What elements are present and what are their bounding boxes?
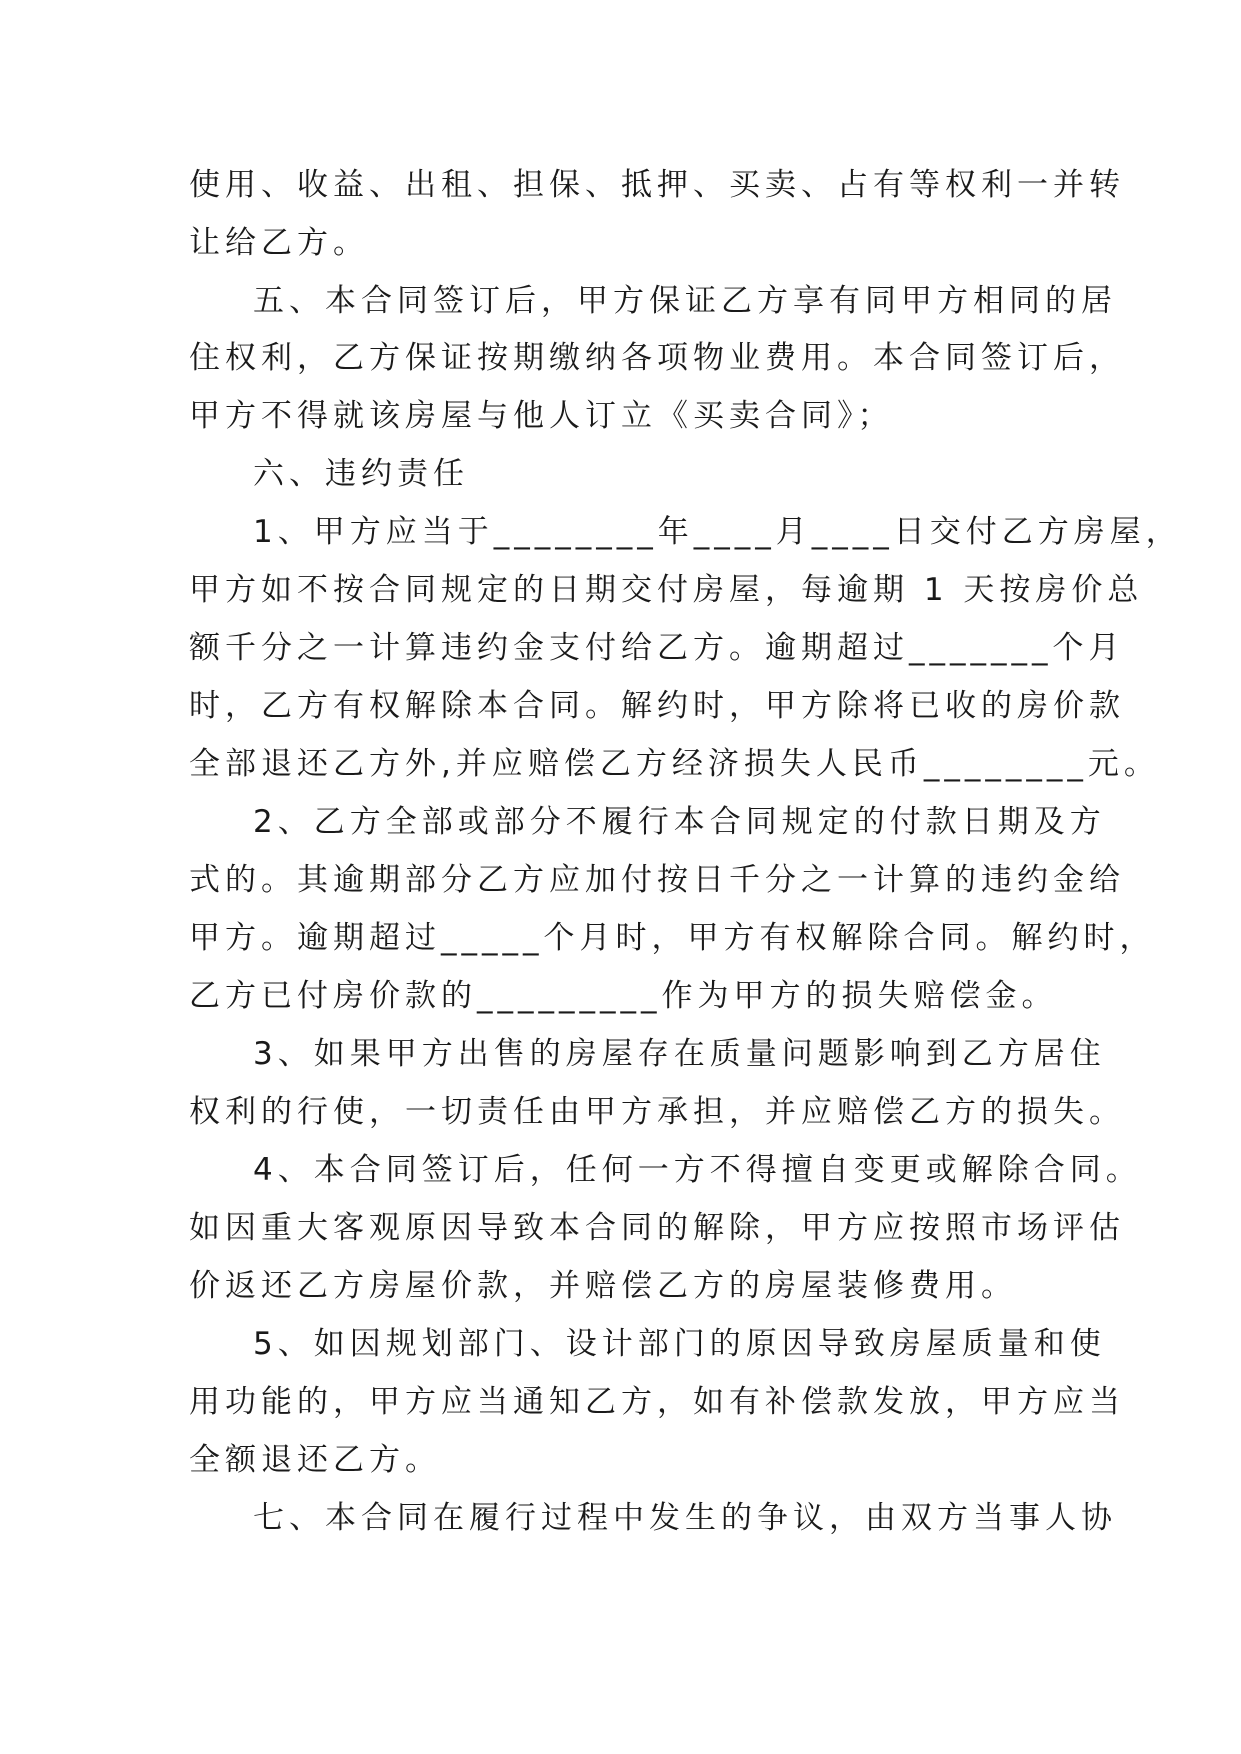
text-line: 价返还乙方房屋价款，并赔偿乙方的房屋装修费用。: [189, 1268, 1017, 1304]
text-line: 乙方已付房价款的_________作为甲方的损失赔偿金。: [189, 978, 1058, 1014]
text-line: 甲方如不按合同规定的日期交付房屋，每逾期 1 天按房价总: [189, 572, 1144, 608]
text-line: 甲方不得就该房屋与他人订立《买卖合同》；: [189, 398, 894, 434]
text-line: 甲方。逾期超过_____个月时，甲方有权解除合同。解约时，: [189, 920, 1156, 956]
text-line: 使用、收益、出租、担保、抵押、买卖、占有等权利一并转: [189, 167, 1125, 203]
text-line: 式的。其逾期部分乙方应加付按日千分之一计算的违约金给: [189, 862, 1125, 898]
clause-1-start: 1、甲方应当于________年____月____日交付乙方房屋，: [253, 514, 1182, 550]
text-line: 全部退还乙方外,并应赔偿乙方经济损失人民币________元。: [189, 746, 1160, 782]
text-line: 额千分之一计算违约金支付给乙方。逾期超过_______个月: [189, 630, 1125, 666]
section-heading-breach-liability: 六、违约责任: [253, 456, 469, 492]
text-line: 时，乙方有权解除本合同。解约时，甲方除将已收的房价款: [189, 688, 1125, 724]
clause-2-start: 2、乙方全部或部分不履行本合同规定的付款日期及方: [253, 804, 1106, 840]
paragraph-7-heading: 七、本合同在履行过程中发生的争议，由双方当事人协: [253, 1500, 1117, 1536]
text-line: 住权利，乙方保证按期缴纳各项物业费用。本合同签订后，: [189, 340, 1125, 376]
text-line: 如因重大客观原因导致本合同的解除，甲方应按照市场评估: [189, 1210, 1125, 1246]
clause-4-start: 4、本合同签订后，任何一方不得擅自变更或解除合同。: [253, 1152, 1142, 1188]
text-line: 用功能的，甲方应当通知乙方，如有补偿款发放，甲方应当: [189, 1384, 1125, 1420]
paragraph-5-heading: 五、本合同签订后，甲方保证乙方享有同甲方相同的居: [253, 283, 1117, 319]
text-line: 全额退还乙方。: [189, 1442, 441, 1478]
text-line: 权利的行使，一切责任由甲方承担，并应赔偿乙方的损失。: [189, 1094, 1125, 1130]
text-line: 让给乙方。: [189, 225, 369, 261]
clause-3-start: 3、如果甲方出售的房屋存在质量问题影响到乙方居住: [253, 1036, 1106, 1072]
clause-5-start: 5、如因规划部门、设计部门的原因导致房屋质量和使: [253, 1326, 1106, 1362]
